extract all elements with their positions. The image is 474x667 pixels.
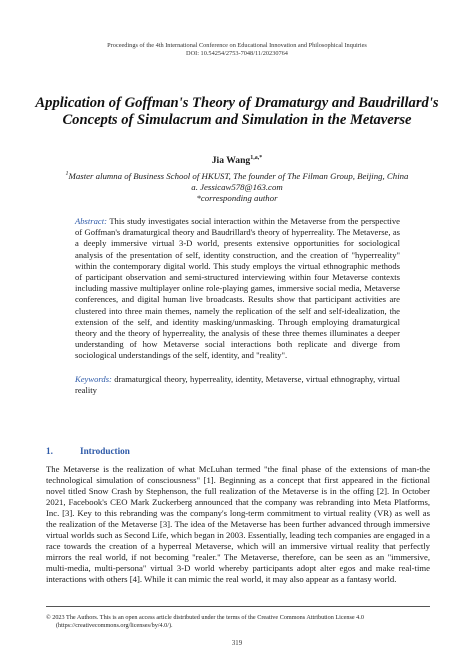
license-note bbox=[46, 614, 430, 630]
license-link[interactable]: (https://creativecommons.org/licenses/by/4.0/). bbox=[56, 621, 173, 629]
author-name: Jia Wang bbox=[211, 155, 251, 167]
corresponding-note: *corresponding author bbox=[196, 193, 278, 204]
keywords-text: dramaturgical theory, hyperreality, identity, Metaverse, virtual ethnography, virtual reality bbox=[75, 374, 400, 396]
affiliation-text: Master alumna of Business School of HKUST, The founder of The Filman Group, Beijing, China bbox=[68, 170, 409, 181]
keywords bbox=[75, 374, 400, 396]
abstract bbox=[75, 216, 400, 362]
keywords-label: Keywords: bbox=[75, 374, 112, 384]
affiliation-mark: 1 bbox=[65, 171, 69, 177]
proceedings-line: Proceedings of the 4th International Conference on Educational Innovation and Philosophical Inquiries bbox=[107, 42, 367, 49]
abstract-label: Abstract: bbox=[75, 216, 107, 226]
paper-title: Application of Goffman's Theory of Dramaturgy and Baudrillard's Concepts of Simulacrum and Simulation in the Metaverse bbox=[35, 95, 439, 128]
author-line bbox=[0, 155, 474, 166]
section-number: 1. bbox=[46, 446, 53, 456]
author-marks: 1,a,* bbox=[250, 155, 263, 161]
page-number: 319 bbox=[231, 640, 243, 647]
section-heading bbox=[46, 446, 130, 456]
proceedings-header bbox=[0, 42, 474, 59]
affiliation-line bbox=[30, 169, 444, 182]
abstract-text: This study investigates social interaction within the Metaverse from the perspective of Goffman's dramaturgical theory and Baudrillard's theory of hyperreality. The Metaverse, as a deeply immersive virtual 3-D world, presents extensive opportunities for sociological analysis of the presentation of self, identity construction, and the creation of "hyperreality" within the contemporary digital world. This study employs the virtual ethnographic methods of participant observation and semi-structured interviewing within four Metaverse contexts including massive multiplayer online role-playing games, immersive social media, Metaverse conferences, and digital human live broadcasts. Results show that participant activities are clustered into three main themes, namely the replication of the self and self-idealization, the extension of the self, and identity masking/unmasking. Through employing dramaturgical theory and the theory of hyperreality, the analysis of these three themes illuminates a deeper understanding of how Metaverse social interactions both replicate and diverge from sociological understandings of the self, identity, and "reality". bbox=[75, 216, 400, 361]
author-email[interactable]: a. Jessicaw578@163.com bbox=[191, 182, 283, 193]
affiliation bbox=[30, 169, 444, 205]
footnote-divider bbox=[46, 606, 430, 607]
doi-line: DOI: 10.54254/2753-7048/11/20230764 bbox=[186, 50, 288, 58]
introduction-paragraph: The Metaverse is the realization of what McLuhan termed "the final phase of the extensions of man-the technological simulation of consciousness" [1]. Beginning as a concept that first appeared in the fictional novel titled Snow Crash by Stephenson, the full realization of the Metaverse is in the offing [2]. In October 2021, Facebook's CEO Mark Zuckerberg announced that the company was rebranding into Meta Platforms, Inc. [3]. Key to this rebranding was the company's long-term commitment to virtual reality (VR) as well as the realization of the Metaverse [3]. The idea of the Metaverse has been further advanced through immersive virtual worlds such as Second Life, which began in 2003. Essentially, leading tech companies are engaged in a race towards the creation of a hyperreal Metaverse, which will an immersive virtual reality that perfectly mirrors the real world, if not becoming "realer." The Metaverse, therefore, can be seen as an "immersive, multi-media, multi-persona" virtual 3-D world whereby participants adopt alter egos and make real-time interactions with others [4]. While it can mimic the real world, it may also appear as a fantasy world. bbox=[46, 464, 430, 584]
license-text: © 2023 The Authors. This is an open access article distributed under the terms of the Creative Commons Attribution License 4.0 bbox=[46, 614, 364, 621]
section-title: Introduction bbox=[80, 446, 130, 456]
